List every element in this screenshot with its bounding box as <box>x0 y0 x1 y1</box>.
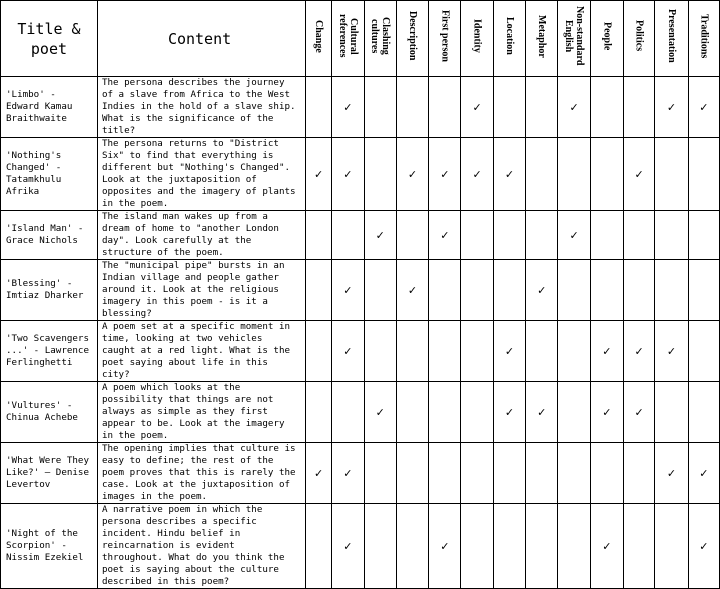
check-mark-icon: ✓ <box>655 321 688 382</box>
theme-header-identity <box>461 1 493 77</box>
title-poet-header: Title & poet <box>1 1 98 77</box>
check-mark-icon: ✓ <box>332 504 364 589</box>
empty-theme-cell <box>655 260 688 321</box>
empty-theme-cell <box>655 382 688 443</box>
check-mark-icon: ✓ <box>624 382 655 443</box>
check-mark-icon: ✓ <box>332 321 364 382</box>
empty-theme-cell <box>590 211 623 260</box>
check-mark-icon: ✓ <box>364 211 396 260</box>
check-mark-icon: ✓ <box>305 138 331 211</box>
check-mark-icon: ✓ <box>493 382 525 443</box>
empty-theme-cell <box>493 211 525 260</box>
poem-title-cell: 'Two Scavengers ...' - Lawrence Ferlinghetti <box>1 321 98 382</box>
poem-row <box>1 504 720 589</box>
poem-content-cell: The island man wakes up from a dream of home to "another London day". Look carefully at the structure of the poem. <box>97 211 305 260</box>
check-mark-icon: ✓ <box>590 321 623 382</box>
empty-theme-cell <box>396 382 428 443</box>
empty-theme-cell <box>305 77 331 138</box>
check-mark-icon: ✓ <box>526 260 558 321</box>
check-mark-icon: ✓ <box>364 382 396 443</box>
poem-row <box>1 260 720 321</box>
poem-content-cell: A poem set at a specific moment in time, looking at two vehicles caught at a red light. What is the poet saying about life in this city? <box>97 321 305 382</box>
empty-theme-cell <box>526 443 558 504</box>
empty-theme-cell <box>461 211 493 260</box>
empty-theme-cell <box>655 211 688 260</box>
empty-theme-cell <box>305 321 331 382</box>
theme-header-politics <box>624 1 655 77</box>
check-mark-icon: ✓ <box>688 504 719 589</box>
theme-header-change <box>305 1 331 77</box>
poem-content-cell: The "municipal pipe" bursts in an Indian village and people gather around it. Look at the religious imagery in this poem - is it a blessing? <box>97 260 305 321</box>
check-mark-icon: ✓ <box>688 443 719 504</box>
theme-header-label: Non-standard English <box>563 6 586 66</box>
empty-theme-cell <box>526 138 558 211</box>
empty-theme-cell <box>396 443 428 504</box>
empty-theme-cell <box>558 260 590 321</box>
check-mark-icon: ✓ <box>396 260 428 321</box>
empty-theme-cell <box>493 443 525 504</box>
poem-content-cell: The persona returns to "District Six" to find that everything is different but "Nothing's Changed". Look at the juxtaposition of opposites and the imagery of plants in the poem. <box>97 138 305 211</box>
empty-theme-cell <box>590 443 623 504</box>
empty-theme-cell <box>305 211 331 260</box>
theme-header-metaphor <box>526 1 558 77</box>
empty-theme-cell <box>688 321 719 382</box>
empty-theme-cell <box>688 382 719 443</box>
empty-theme-cell <box>364 138 396 211</box>
poem-content-cell: The persona describes the journey of a slave from Africa to the West Indies in the hold of a slave ship. What is the significance of the title? <box>97 77 305 138</box>
empty-theme-cell <box>364 443 396 504</box>
theme-header-label: Metaphor <box>536 14 548 58</box>
theme-header-location <box>493 1 525 77</box>
empty-theme-cell <box>526 211 558 260</box>
theme-header-label: Identity <box>471 19 483 53</box>
empty-theme-cell <box>558 382 590 443</box>
theme-header-label: Presentation <box>665 9 677 63</box>
empty-theme-cell <box>396 77 428 138</box>
empty-theme-cell <box>590 77 623 138</box>
check-mark-icon: ✓ <box>332 260 364 321</box>
empty-theme-cell <box>655 138 688 211</box>
theme-header-label: Politics <box>633 20 645 52</box>
check-mark-icon: ✓ <box>655 77 688 138</box>
poem-content-cell: The opening implies that culture is easy to define; the rest of the poem proves that this is rarely the case. Look at the juxtaposition of images in the poem. <box>97 443 305 504</box>
empty-theme-cell <box>429 77 461 138</box>
empty-theme-cell <box>461 260 493 321</box>
theme-header-label: Cultural references <box>336 14 359 58</box>
empty-theme-cell <box>493 504 525 589</box>
empty-theme-cell <box>396 504 428 589</box>
check-mark-icon: ✓ <box>624 138 655 211</box>
poem-row <box>1 443 720 504</box>
poem-content-cell: A poem which looks at the possibility that things are not always as simple as they first appear to be. Look at the imagery in the poem. <box>97 382 305 443</box>
check-mark-icon: ✓ <box>493 138 525 211</box>
empty-theme-cell <box>429 321 461 382</box>
check-mark-icon: ✓ <box>332 138 364 211</box>
empty-theme-cell <box>305 504 331 589</box>
poem-title-cell: 'Blessing' - Imtiaz Dharker <box>1 260 98 321</box>
empty-theme-cell <box>332 211 364 260</box>
theme-header-label: First person <box>439 10 451 62</box>
theme-header-traditions <box>688 1 719 77</box>
empty-theme-cell <box>590 138 623 211</box>
empty-theme-cell <box>364 77 396 138</box>
poem-title-cell: 'Vultures' - Chinua Achebe <box>1 382 98 443</box>
check-mark-icon: ✓ <box>305 443 331 504</box>
theme-header-description <box>396 1 428 77</box>
check-mark-icon: ✓ <box>429 504 461 589</box>
poem-title-cell: 'Night of the Scorpion' - Nissim Ezekiel <box>1 504 98 589</box>
content-header: Content <box>97 1 305 77</box>
empty-theme-cell <box>305 260 331 321</box>
check-mark-icon: ✓ <box>590 504 623 589</box>
check-mark-icon: ✓ <box>461 77 493 138</box>
empty-theme-cell <box>461 504 493 589</box>
theme-header-non-standard-english <box>558 1 590 77</box>
poem-row <box>1 382 720 443</box>
check-mark-icon: ✓ <box>624 321 655 382</box>
check-mark-icon: ✓ <box>688 77 719 138</box>
empty-theme-cell <box>558 443 590 504</box>
empty-theme-cell <box>461 382 493 443</box>
theme-header-label: Location <box>503 17 515 55</box>
theme-header-label: Description <box>406 11 418 61</box>
check-mark-icon: ✓ <box>526 382 558 443</box>
poem-row <box>1 211 720 260</box>
check-mark-icon: ✓ <box>429 211 461 260</box>
empty-theme-cell <box>461 443 493 504</box>
empty-theme-cell <box>493 77 525 138</box>
check-mark-icon: ✓ <box>558 211 590 260</box>
empty-theme-cell <box>688 211 719 260</box>
empty-theme-cell <box>364 321 396 382</box>
empty-theme-cell <box>526 504 558 589</box>
empty-theme-cell <box>305 382 331 443</box>
theme-header-label: Change <box>313 19 325 53</box>
poem-rows <box>1 77 720 589</box>
poem-row <box>1 321 720 382</box>
theme-header-presentation <box>655 1 688 77</box>
empty-theme-cell <box>364 504 396 589</box>
theme-header-label: People <box>601 21 613 51</box>
check-mark-icon: ✓ <box>590 382 623 443</box>
check-mark-icon: ✓ <box>493 321 525 382</box>
empty-theme-cell <box>396 321 428 382</box>
empty-theme-cell <box>493 260 525 321</box>
check-mark-icon: ✓ <box>655 443 688 504</box>
check-mark-icon: ✓ <box>332 443 364 504</box>
empty-theme-cell <box>429 382 461 443</box>
empty-theme-cell <box>558 321 590 382</box>
empty-theme-cell <box>624 443 655 504</box>
empty-theme-cell <box>655 504 688 589</box>
empty-theme-cell <box>624 504 655 589</box>
empty-theme-cell <box>461 321 493 382</box>
check-mark-icon: ✓ <box>429 138 461 211</box>
empty-theme-cell <box>526 77 558 138</box>
check-mark-icon: ✓ <box>396 138 428 211</box>
theme-header-label: Clashing cultures <box>369 17 392 55</box>
theme-header-people <box>590 1 623 77</box>
theme-header-cultural-references <box>332 1 364 77</box>
check-mark-icon: ✓ <box>461 138 493 211</box>
header-row <box>1 1 720 77</box>
empty-theme-cell <box>590 260 623 321</box>
empty-theme-cell <box>688 260 719 321</box>
empty-theme-cell <box>396 211 428 260</box>
poem-title-cell: 'Limbo' - Edward Kamau Braithwaite <box>1 77 98 138</box>
empty-theme-cell <box>688 138 719 211</box>
empty-theme-cell <box>526 321 558 382</box>
empty-theme-cell <box>558 138 590 211</box>
empty-theme-cell <box>429 443 461 504</box>
empty-theme-cell <box>558 504 590 589</box>
poem-title-cell: 'Nothing's Changed' - Tatamkhulu Afrika <box>1 138 98 211</box>
theme-header-clashing-cultures <box>364 1 396 77</box>
empty-theme-cell <box>332 382 364 443</box>
empty-theme-cell <box>364 260 396 321</box>
poem-title-cell: 'What Were They Like?' — Denise Levertov <box>1 443 98 504</box>
check-mark-icon: ✓ <box>332 77 364 138</box>
check-mark-icon: ✓ <box>558 77 590 138</box>
poem-title-cell: 'Island Man' - Grace Nichols <box>1 211 98 260</box>
poem-row <box>1 138 720 211</box>
empty-theme-cell <box>429 260 461 321</box>
theme-header-first-person <box>429 1 461 77</box>
poem-content-cell: A narrative poem in which the persona describes a specific incident. Hindu belief in reincarnation is evident throughout. What do you think the poet is saying about the culture described in this poem? <box>97 504 305 589</box>
empty-theme-cell <box>624 211 655 260</box>
poem-row <box>1 77 720 138</box>
empty-theme-cell <box>624 260 655 321</box>
theme-header-label: Traditions <box>698 13 710 59</box>
empty-theme-cell <box>624 77 655 138</box>
